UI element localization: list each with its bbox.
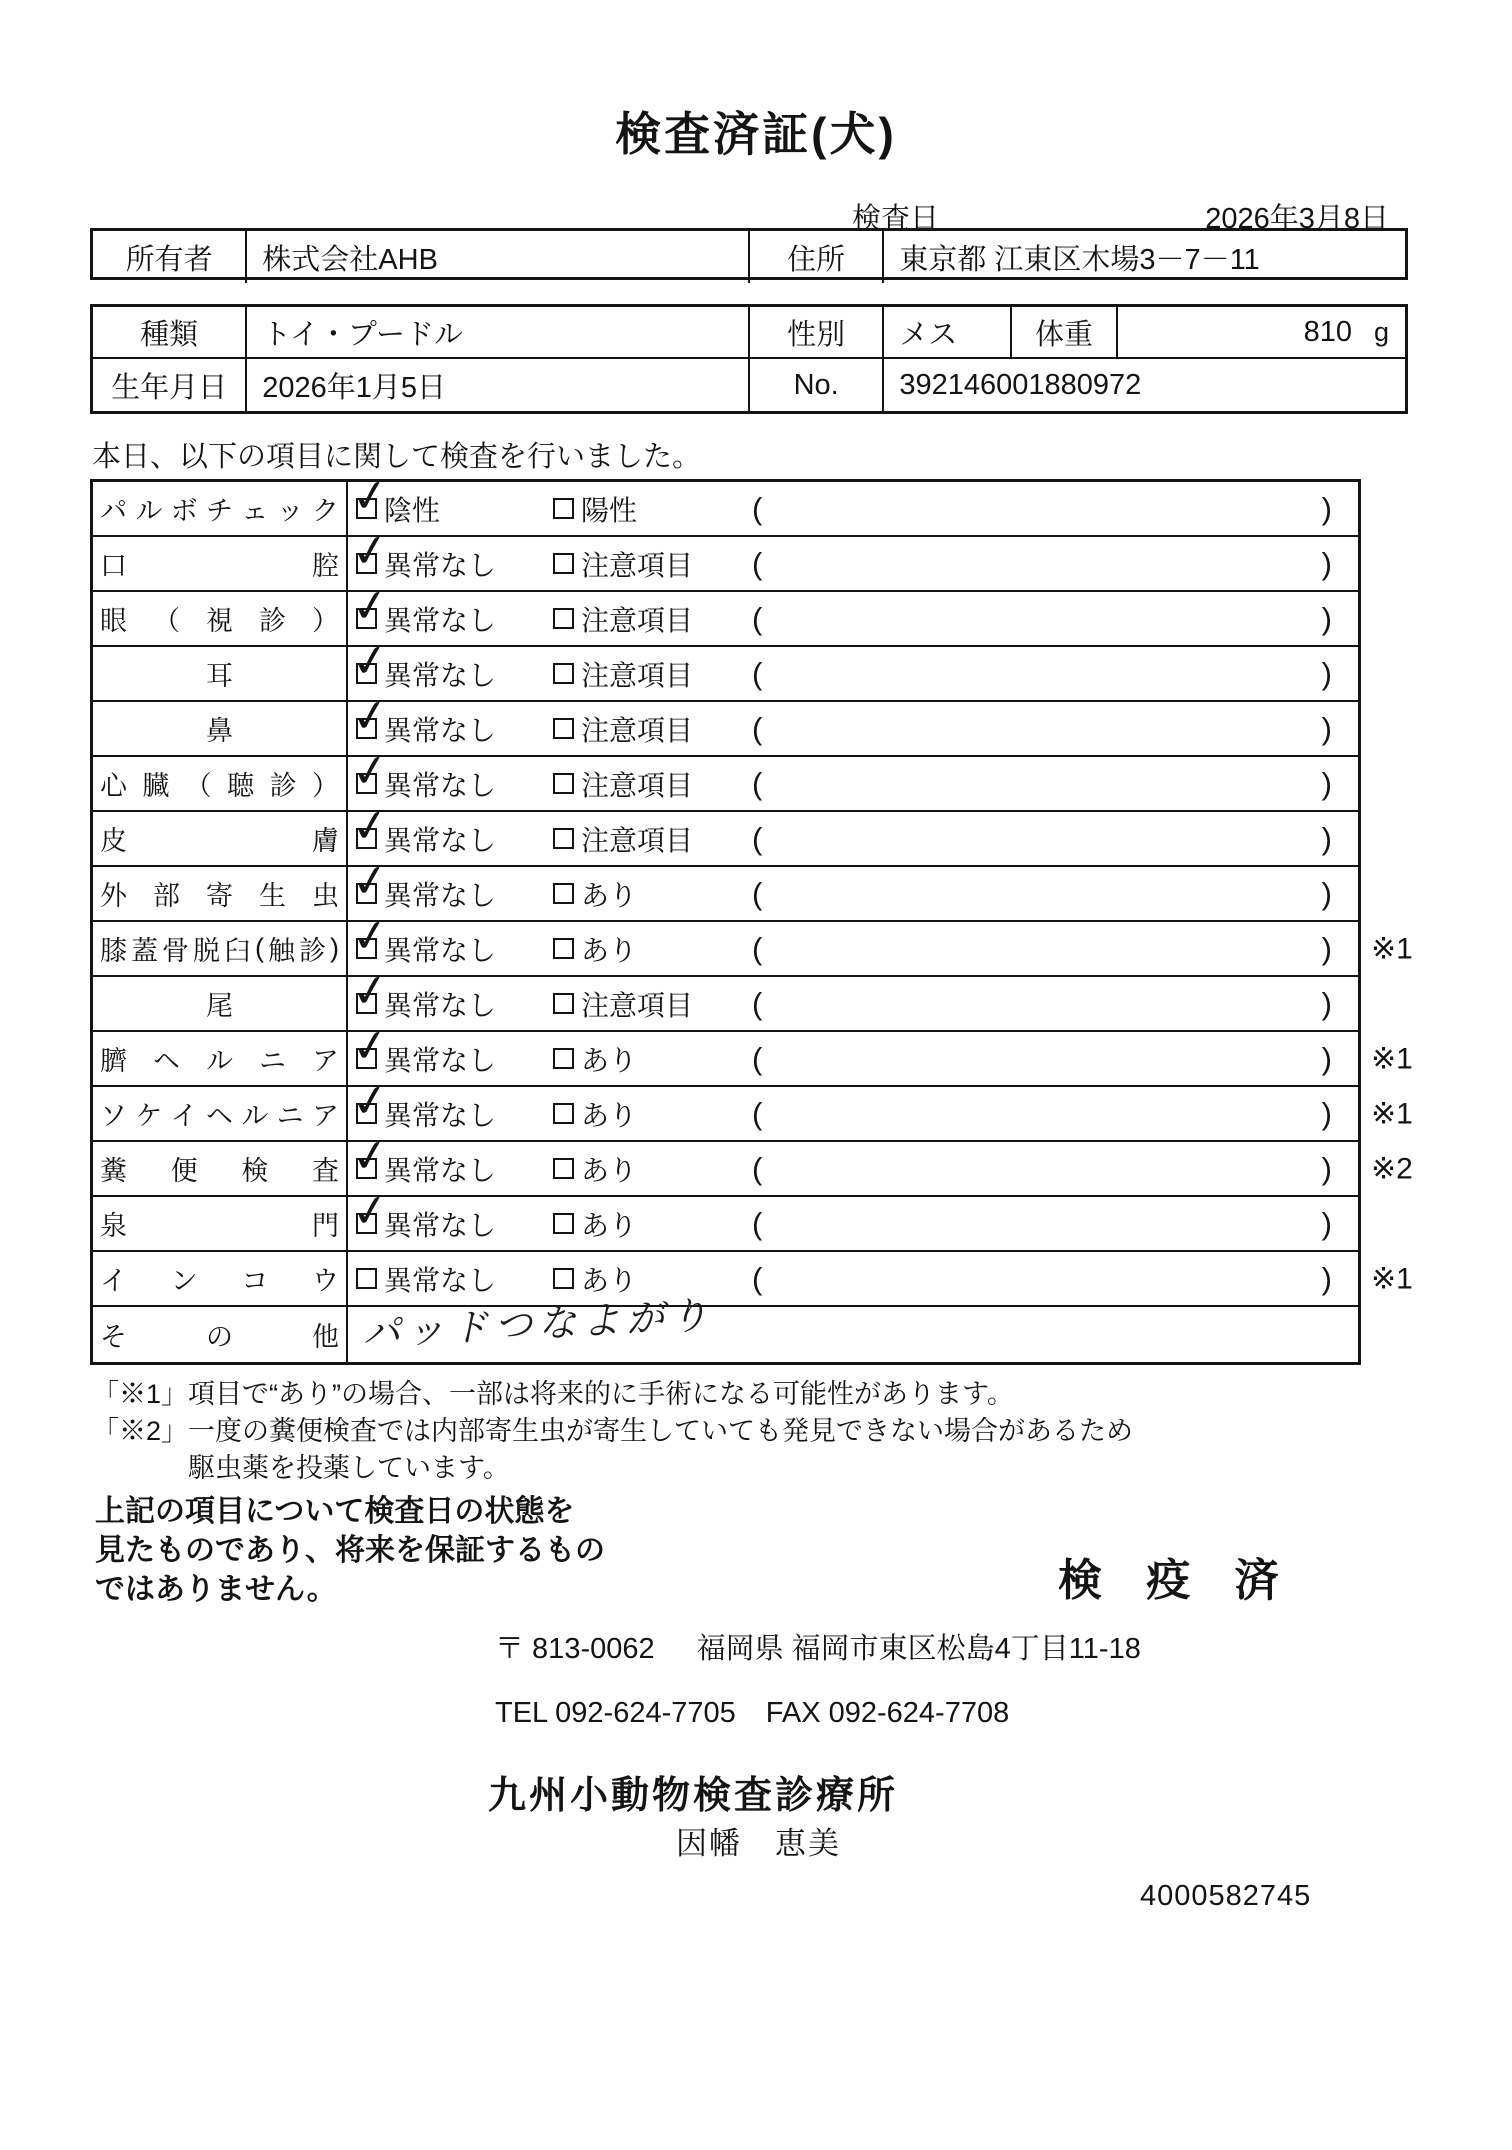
option-1: [348, 1074, 497, 1134]
option-1-label: 異常なし: [384, 769, 497, 801]
intro-text: 本日、以下の項目に関して検査を行いました。: [92, 441, 702, 473]
handwritten-check-icon: ✓: [348, 1019, 393, 1074]
option-2-label: 注意項目: [581, 549, 694, 581]
handwritten-check-icon: ✓: [348, 579, 393, 634]
checkbox-normal: [348, 854, 393, 909]
checkbox-normal: [356, 1268, 377, 1289]
checkbox-present: [553, 1213, 574, 1234]
option-1-label: 異常なし: [384, 604, 497, 636]
checkbox-normal: [348, 1019, 393, 1074]
option-2: [553, 709, 693, 749]
sex-value: メス: [884, 307, 1011, 357]
option-1-label: 異常なし: [384, 1099, 497, 1131]
option-2: [553, 489, 637, 529]
checkbox-normal: [348, 689, 393, 744]
sex-label: 性別: [750, 307, 884, 357]
option-1: [356, 1259, 496, 1299]
option-2: [553, 929, 637, 969]
handwritten-check-icon: ✓: [348, 634, 393, 689]
handwritten-check-icon: ✓: [348, 469, 393, 524]
clinic-fax: FAX 092-624-7708: [765, 1697, 1010, 1729]
clinic-name: 九州小動物検査診療所: [488, 1775, 899, 1817]
option-1: [348, 744, 497, 804]
exam-item-label: 眼 （ 視 診 ）: [93, 592, 348, 645]
paren-close: ): [1321, 1260, 1332, 1296]
checkbox-attention: [553, 553, 574, 574]
handwritten-check-icon: ✓: [348, 964, 393, 1019]
option-1: [348, 634, 497, 694]
option-1: [348, 909, 497, 969]
clinic-address-row: [495, 1626, 1141, 1667]
option-2-label: 陽性: [581, 494, 638, 526]
paren-close: ): [1321, 1095, 1332, 1131]
option-1: [348, 1184, 497, 1244]
checkbox-normal: [348, 799, 393, 854]
checkbox-attention: [553, 993, 574, 1014]
footnote-mark: ※1: [1371, 1042, 1413, 1075]
paren-close: ): [1321, 1205, 1332, 1241]
exam-item-label: 耳: [93, 647, 348, 700]
handwritten-check-icon: ✓: [348, 1074, 393, 1129]
handwritten-check-icon: ✓: [348, 744, 393, 799]
address-value: 東京都 江東区木場3－7－11: [899, 243, 1260, 276]
paren-close: ): [1321, 490, 1332, 526]
paren-open: (: [752, 1260, 763, 1296]
paren-close: ): [1321, 875, 1332, 911]
option-2: [553, 819, 693, 859]
clinic-address: 福岡県 福岡市東区松島4丁目11-18: [696, 1633, 1141, 1665]
birthdate-value: 2026年1月5日: [247, 359, 750, 411]
option-1-label: 異常なし: [384, 1209, 497, 1241]
option-2: [553, 764, 693, 804]
checklist-row: [93, 469, 1358, 537]
checklist-row: [93, 854, 1358, 922]
option-1: [348, 469, 441, 529]
checklist-row-other: [93, 1294, 1358, 1362]
number-label: No.: [750, 359, 884, 411]
checklist-row: [93, 909, 1413, 977]
option-2-label: あり: [581, 1154, 638, 1186]
owner-value: 株式会社AHB: [247, 231, 750, 283]
option-1: [348, 579, 497, 639]
checklist-row: [93, 1074, 1413, 1142]
option-1-label: 異常なし: [384, 824, 497, 856]
exam-item-label: 口 腔: [93, 537, 348, 590]
weight-unit: g: [1373, 316, 1389, 347]
checkbox-normal: [348, 524, 393, 579]
option-2-label: あり: [581, 934, 638, 966]
checkbox-normal: [348, 1074, 393, 1129]
exam-item-label: 膝 蓋 骨 脱 臼 ( 触 診 ): [93, 922, 348, 975]
checkbox-attention: [553, 828, 574, 849]
footnote-mark: ※2: [1371, 1152, 1413, 1185]
exam-item-label: パ ル ボ チ ェ ッ ク: [93, 482, 348, 535]
footnotes: [92, 1376, 1133, 1487]
checkbox-present: [553, 883, 574, 904]
clinic-tel: TEL 092-624-7705: [495, 1697, 736, 1729]
option-1-label: 異常なし: [384, 659, 497, 691]
option-2: [553, 984, 693, 1024]
postal-code: 〒 813-0062: [495, 1633, 655, 1665]
option-1-label: 異常なし: [384, 714, 497, 746]
checkbox-present: [553, 1268, 574, 1289]
exam-item-label: イ ン コ ウ: [93, 1252, 348, 1305]
handwritten-check-icon: ✓: [348, 854, 393, 909]
paren-close: ): [1321, 820, 1332, 856]
option-1-label: 異常なし: [384, 934, 497, 966]
paren-open: (: [752, 1040, 763, 1076]
weight-label: 体重: [1012, 307, 1119, 357]
paren-open: (: [752, 930, 763, 966]
checklist-row: [93, 524, 1358, 592]
checkbox-positive: [553, 498, 574, 519]
paren-close: ): [1321, 1150, 1332, 1186]
option-1: [348, 689, 497, 749]
option-1: [348, 799, 497, 859]
disclaimer: [95, 1492, 605, 1609]
birthdate-label: 生年月日: [93, 359, 247, 411]
option-1-label: 異常なし: [384, 549, 497, 581]
handwritten-check-icon: ✓: [348, 689, 393, 744]
exam-item-label: 外 部 寄 生 虫: [93, 867, 348, 920]
option-1-label: 異常なし: [384, 879, 497, 911]
paren-open: (: [752, 1095, 763, 1131]
option-2-label: あり: [581, 1044, 638, 1076]
exam-item-label: 鼻: [93, 702, 348, 755]
disclaimer-line-1: 上記の項目について検査日の状態を: [95, 1495, 575, 1528]
checkbox-normal: [348, 1129, 393, 1184]
exam-item-label: ソ ケ イ ヘ ル ニ ア: [93, 1087, 348, 1140]
option-2-label: あり: [581, 1264, 638, 1296]
checkbox-normal: [348, 634, 393, 689]
checklist-row: [93, 744, 1358, 812]
checkbox-attention: [553, 718, 574, 739]
checkbox-present: [553, 1103, 574, 1124]
option-2: [553, 1094, 637, 1134]
checkbox-attention: [553, 773, 574, 794]
exam-item-label: 心 臓 （ 聴 診 ）: [93, 757, 348, 810]
option-1-label: 異常なし: [384, 1264, 497, 1296]
weight-value: 810: [1303, 315, 1352, 348]
paren-open: (: [752, 655, 763, 691]
checkbox-normal: [348, 579, 393, 634]
paren-close: ): [1321, 655, 1332, 691]
checkbox-negative: [348, 469, 393, 524]
veterinarian-name: 因幡 恵美: [676, 1826, 841, 1861]
paren-open: (: [752, 1150, 763, 1186]
footnote-2-continued: 駆虫薬を投薬しています。: [188, 1453, 510, 1483]
checkbox-normal: [348, 964, 393, 1019]
paren-close: ): [1321, 930, 1332, 966]
option-1-label: 異常なし: [384, 1044, 497, 1076]
checklist-row: [93, 964, 1358, 1032]
footnote-2: 「※2」一度の糞便検査では内部寄生虫が寄生していても発見できない場合があるため: [92, 1416, 1134, 1446]
option-2: [553, 654, 693, 694]
option-1-label: 異常なし: [384, 1154, 497, 1186]
breed-value: トイ・プードル: [247, 307, 750, 357]
option-2: [553, 544, 693, 584]
handwritten-check-icon: ✓: [348, 1184, 393, 1239]
paren-open: (: [752, 545, 763, 581]
paren-open: (: [752, 875, 763, 911]
footnote-mark: ※1: [1371, 1097, 1413, 1130]
exam-item-label: そ の 他: [93, 1307, 348, 1362]
paren-close: ): [1321, 710, 1332, 746]
footnote-mark: ※1: [1371, 1262, 1413, 1295]
checklist-row: [93, 689, 1358, 757]
paren-open: (: [752, 985, 763, 1021]
exam-item-label: 臍 ヘ ル ニ ア: [93, 1032, 348, 1085]
checkbox-normal: [348, 1184, 393, 1239]
disclaimer-line-3: ではありません。: [95, 1573, 337, 1606]
checkbox-attention: [553, 663, 574, 684]
paren-close: ): [1321, 600, 1332, 636]
owner-table: [90, 228, 1408, 280]
option-2-label: 注意項目: [581, 604, 694, 636]
handwritten-check-icon: ✓: [348, 1129, 393, 1184]
breed-label: 種類: [93, 307, 247, 357]
paren-open: (: [752, 1205, 763, 1241]
pet-table: [90, 304, 1408, 414]
paren-open: (: [752, 820, 763, 856]
handwritten-note: パッドつなよがり: [361, 1294, 716, 1356]
paren-close: ): [1321, 765, 1332, 801]
address-label: 住所: [750, 231, 884, 283]
option-2: [553, 1039, 637, 1079]
checklist-row: [93, 1252, 1413, 1307]
checkbox-present: [553, 938, 574, 959]
handwritten-check-icon: ✓: [348, 909, 393, 964]
option-1: [348, 964, 497, 1024]
checklist-row: [93, 1019, 1413, 1087]
option-2: [553, 1149, 637, 1189]
weight-value-cell: [1118, 307, 1405, 357]
option-2: [553, 874, 637, 914]
option-2-label: 注意項目: [581, 714, 694, 746]
option-1-label: 異常なし: [384, 989, 497, 1021]
paren-close: ): [1321, 985, 1332, 1021]
checkbox-present: [553, 1048, 574, 1069]
option-1-label: 陰性: [384, 494, 441, 526]
checklist-row: [93, 799, 1358, 867]
clinic-phone-row: [495, 1697, 1009, 1730]
option-2-label: あり: [581, 879, 638, 911]
inspection-date-label: 検査日: [852, 203, 940, 235]
option-1: [348, 1129, 497, 1189]
paren-open: (: [752, 600, 763, 636]
option-2-label: 注意項目: [581, 989, 694, 1021]
footnote-mark: ※1: [1371, 932, 1413, 965]
checklist-row: [93, 634, 1358, 702]
checkbox-attention: [553, 608, 574, 629]
checkbox-present: [553, 1158, 574, 1179]
inspection-date-value: 2026年3月8日: [1205, 203, 1389, 235]
footnote-1: 「※1」項目で“あり”の場合、一部は将来的に手術になる可能性があります。: [92, 1379, 1014, 1409]
disclaimer-line-2: 見たものであり、将来を保証するもの: [95, 1534, 605, 1567]
exam-item-label: 尾: [93, 977, 348, 1030]
page-title: 検査済証(犬): [615, 108, 897, 160]
option-2-label: あり: [581, 1099, 638, 1131]
owner-label: 所有者: [93, 231, 247, 283]
examination-checklist: [90, 469, 1413, 1365]
number-value: 392146001880972: [899, 368, 1142, 401]
paren-close: ): [1321, 1040, 1332, 1076]
paren-close: ): [1321, 545, 1332, 581]
checklist-row: [93, 1129, 1413, 1197]
handwritten-check-icon: ✓: [348, 524, 393, 579]
paren-open: (: [752, 710, 763, 746]
option-2-label: 注意項目: [581, 824, 694, 856]
option-2: [553, 1204, 637, 1244]
checkbox-normal: [348, 909, 393, 964]
quarantine-stamp: 検 疫 済: [1058, 1556, 1295, 1605]
checkbox-normal: [348, 744, 393, 799]
paren-open: (: [752, 490, 763, 526]
option-2-label: 注意項目: [581, 659, 694, 691]
checklist-row: [93, 1184, 1358, 1252]
option-2-label: あり: [581, 1209, 638, 1241]
option-1: [348, 854, 497, 914]
handwritten-check-icon: ✓: [348, 799, 393, 854]
option-2: [553, 599, 693, 639]
checklist-row: [93, 579, 1358, 647]
option-1: [348, 524, 497, 584]
option-2-label: 注意項目: [581, 769, 694, 801]
serial-number: 4000582745: [1140, 1880, 1312, 1912]
exam-item-label: 糞 便 検 査: [93, 1142, 348, 1195]
exam-item-label: 泉 門: [93, 1197, 348, 1250]
paren-open: (: [752, 765, 763, 801]
option-1: [348, 1019, 497, 1079]
exam-item-label: 皮 膚: [93, 812, 348, 865]
